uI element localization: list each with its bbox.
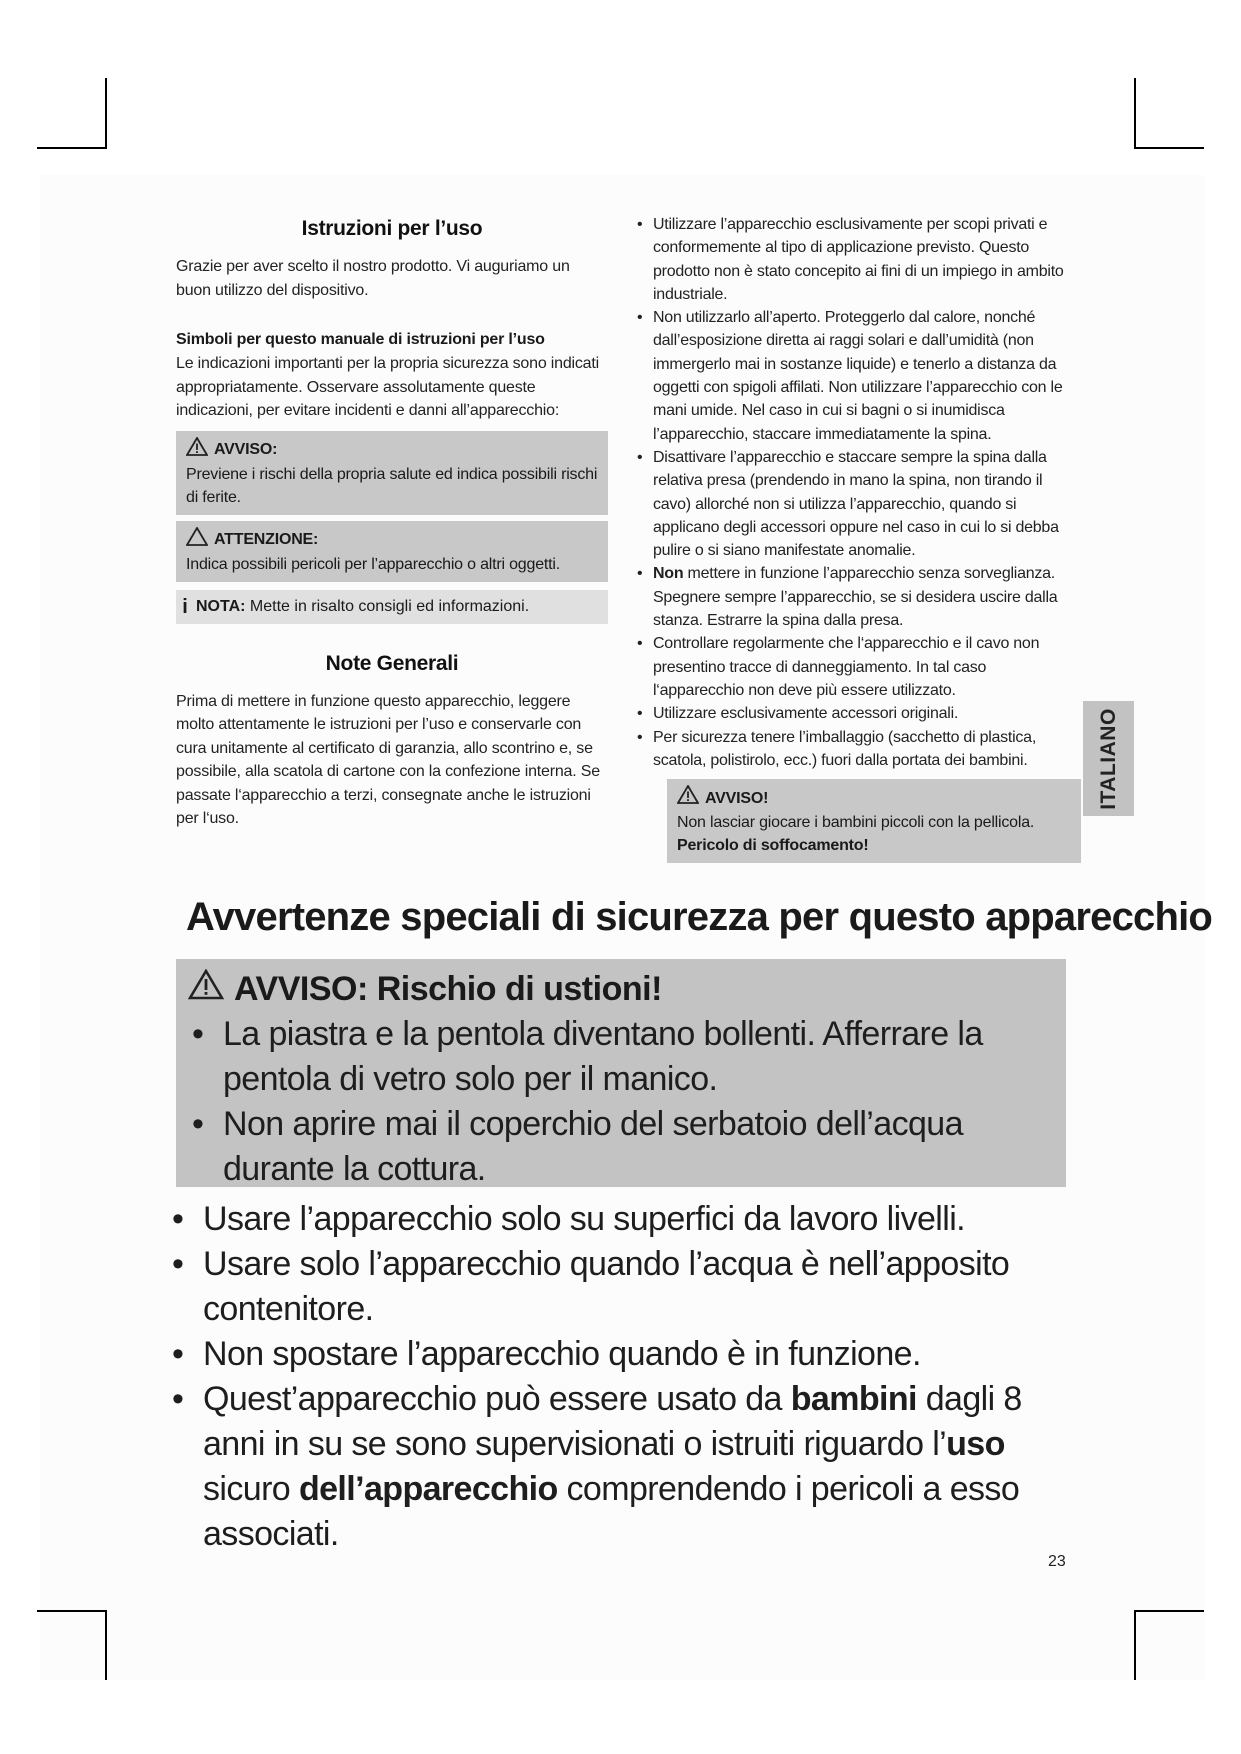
attenzione-text: Indica possibili pericoli per l’apparecchio o altri oggetti. xyxy=(186,555,560,573)
crop-mark-top-left-h xyxy=(37,147,107,149)
special-safety-title: Avvertenze speciali di sicurezza per questo apparecchio xyxy=(186,895,1213,939)
crop-mark-bottom-left-h xyxy=(37,1610,107,1612)
intro-text: Grazie per aver scelto il nostro prodotto. Vi auguriamo un buon utilizzo del dispositivo. xyxy=(176,258,570,299)
symbols-heading: Simboli per questo manuale di istruzioni per l’uso xyxy=(176,331,545,348)
list-item: • Non mettere in funzione l’apparecchio senza sorveglianza. Spegnere sempre l’apparecchio, se si desidera uscire dalla stanza. Estrarre la spina dalla presa. xyxy=(637,562,1077,632)
info-icon: i xyxy=(182,595,188,618)
attenzione-title: ATTENZIONE: xyxy=(214,531,319,548)
list-item: • Quest’apparecchio può essere usato da bambini dagli 8 anni in su se sono supervisionati o istruiti riguardo l’uso sicuro dell’apparecchio comprendendo i pericoli a esso associati. xyxy=(168,1377,1088,1557)
list-item: • La piastra e la pentola diventano bollenti. Afferrare la pentola di vetro solo per il manico. xyxy=(188,1012,1058,1102)
language-label: ITALIANO xyxy=(1096,707,1120,810)
crop-mark-bottom-left-v xyxy=(105,1610,107,1680)
general-notes-text: Prima di mettere in funzione questo apparecchio, leggere molto attentamente le istruzioni per l’uso e conservarle con cura unitamente al certificato di garanzia, allo scontrino e, se possibile, alla scatola di cartone con la confezione interna. Se passate l‘apparecchio a terzi, consegnate anche le istruzioni per l‘uso. xyxy=(176,692,600,827)
list-item: • Usare solo l’apparecchio quando l’acqua è nell’apposito contenitore. xyxy=(168,1242,1088,1332)
list-item: • Per sicurezza tenere l’imballaggio (sacchetto di plastica, scatola, polistirolo, ecc.) fuori dalla portata dei bambini. xyxy=(637,726,1077,773)
left-column xyxy=(176,213,608,831)
list-item: • Usare l’apparecchio solo su superfici da lavoro livelli. xyxy=(168,1197,1088,1242)
list-item: • Non utilizzarlo all’aperto. Proteggerlo dal calore, nonché dall’esposizione diretta ai raggi solari e dall’umidità (non immergerlo mai in sostanze liquide) e tenerlo a distanza da oggetti con spigoli affilati. Non utilizzare l’apparecchio con le mani umide. Nel caso in cui si bagni o si inumidisca l’apparecchio, staccare immediatamente la spina. xyxy=(637,306,1077,446)
list-item: • Utilizzare esclusivamente accessori originali. xyxy=(637,702,1077,725)
symbols-text: Le indicazioni importanti per la propria sicurezza sono indicati appropriatamente. Osservare assolutamente queste indicazioni, per evitare incidenti e danni all’apparecchio: xyxy=(176,355,599,419)
list-item: • Controllare regolarmente che l‘apparecchio e il cavo non presentino tracce di danneggiamento. In tal caso l‘apparecchio non deve più essere utilizzato. xyxy=(637,632,1077,702)
burn-warning-title: AVVISO: Rischio di ustioni! xyxy=(234,969,662,1008)
avviso-title: AVVISO: xyxy=(214,441,278,458)
avviso-box xyxy=(176,431,608,515)
right-column xyxy=(637,213,1077,863)
list-item: • Utilizzare l’apparecchio esclusivamente per scopi privati e conformemente al tipo di applicazione previsto. Questo prodotto non è stato concepito ai fini di un impiego in ambito industriale. xyxy=(637,213,1077,306)
general-notes-title: Note Generali xyxy=(325,651,459,675)
crop-mark-bottom-right-h xyxy=(1134,1610,1204,1612)
warning-triangle-icon xyxy=(677,785,699,811)
nota-box xyxy=(176,590,608,624)
crop-mark-bottom-right-v xyxy=(1134,1610,1136,1680)
language-tab xyxy=(1083,701,1134,816)
safety-list xyxy=(637,213,1077,772)
list-item: • Disattivare l’apparecchio e staccare sempre la spina dalla relativa presa (prendendo in mano la spina, non tirando il cavo) allorché non si utilizza l’apparecchio, quando si applicano degli accessori oppure nel caso in cui lo si debba pulire o si siano manifestate anomalie. xyxy=(637,446,1077,562)
crop-mark-top-right-v xyxy=(1134,78,1136,148)
burn-warning-box xyxy=(176,959,1066,1187)
special-safety-list xyxy=(168,1197,1088,1557)
page-number: 23 xyxy=(1048,1553,1066,1570)
crop-mark-top-left-v xyxy=(105,78,107,148)
avviso-text: Previene i rischi della propria salute ed indica possibili rischi di ferite. xyxy=(186,465,598,506)
list-item: • Non spostare l’apparecchio quando è in funzione. xyxy=(168,1332,1088,1377)
nota-text: Mette in risalto consigli ed informazioni. xyxy=(249,597,530,615)
suffocation-warning: Pericolo di soffocamento! xyxy=(677,837,869,855)
children-avviso-text: Non lasciar giocare i bambini piccoli con la pellicola. xyxy=(677,814,1035,832)
children-avviso-box xyxy=(667,779,1081,863)
instructions-title: Istruzioni per l’uso xyxy=(301,217,483,240)
children-avviso-title: AVVISO! xyxy=(705,789,769,807)
crop-mark-top-right-h xyxy=(1134,147,1204,149)
nota-title: NOTA: xyxy=(196,597,246,615)
list-item: • Non aprire mai il coperchio del serbatoio dell’acqua durante la cottura. xyxy=(188,1102,1058,1192)
warning-triangle-icon xyxy=(186,437,208,463)
attenzione-box xyxy=(176,521,608,582)
caution-triangle-icon xyxy=(186,527,208,553)
warning-triangle-icon xyxy=(188,969,224,1009)
